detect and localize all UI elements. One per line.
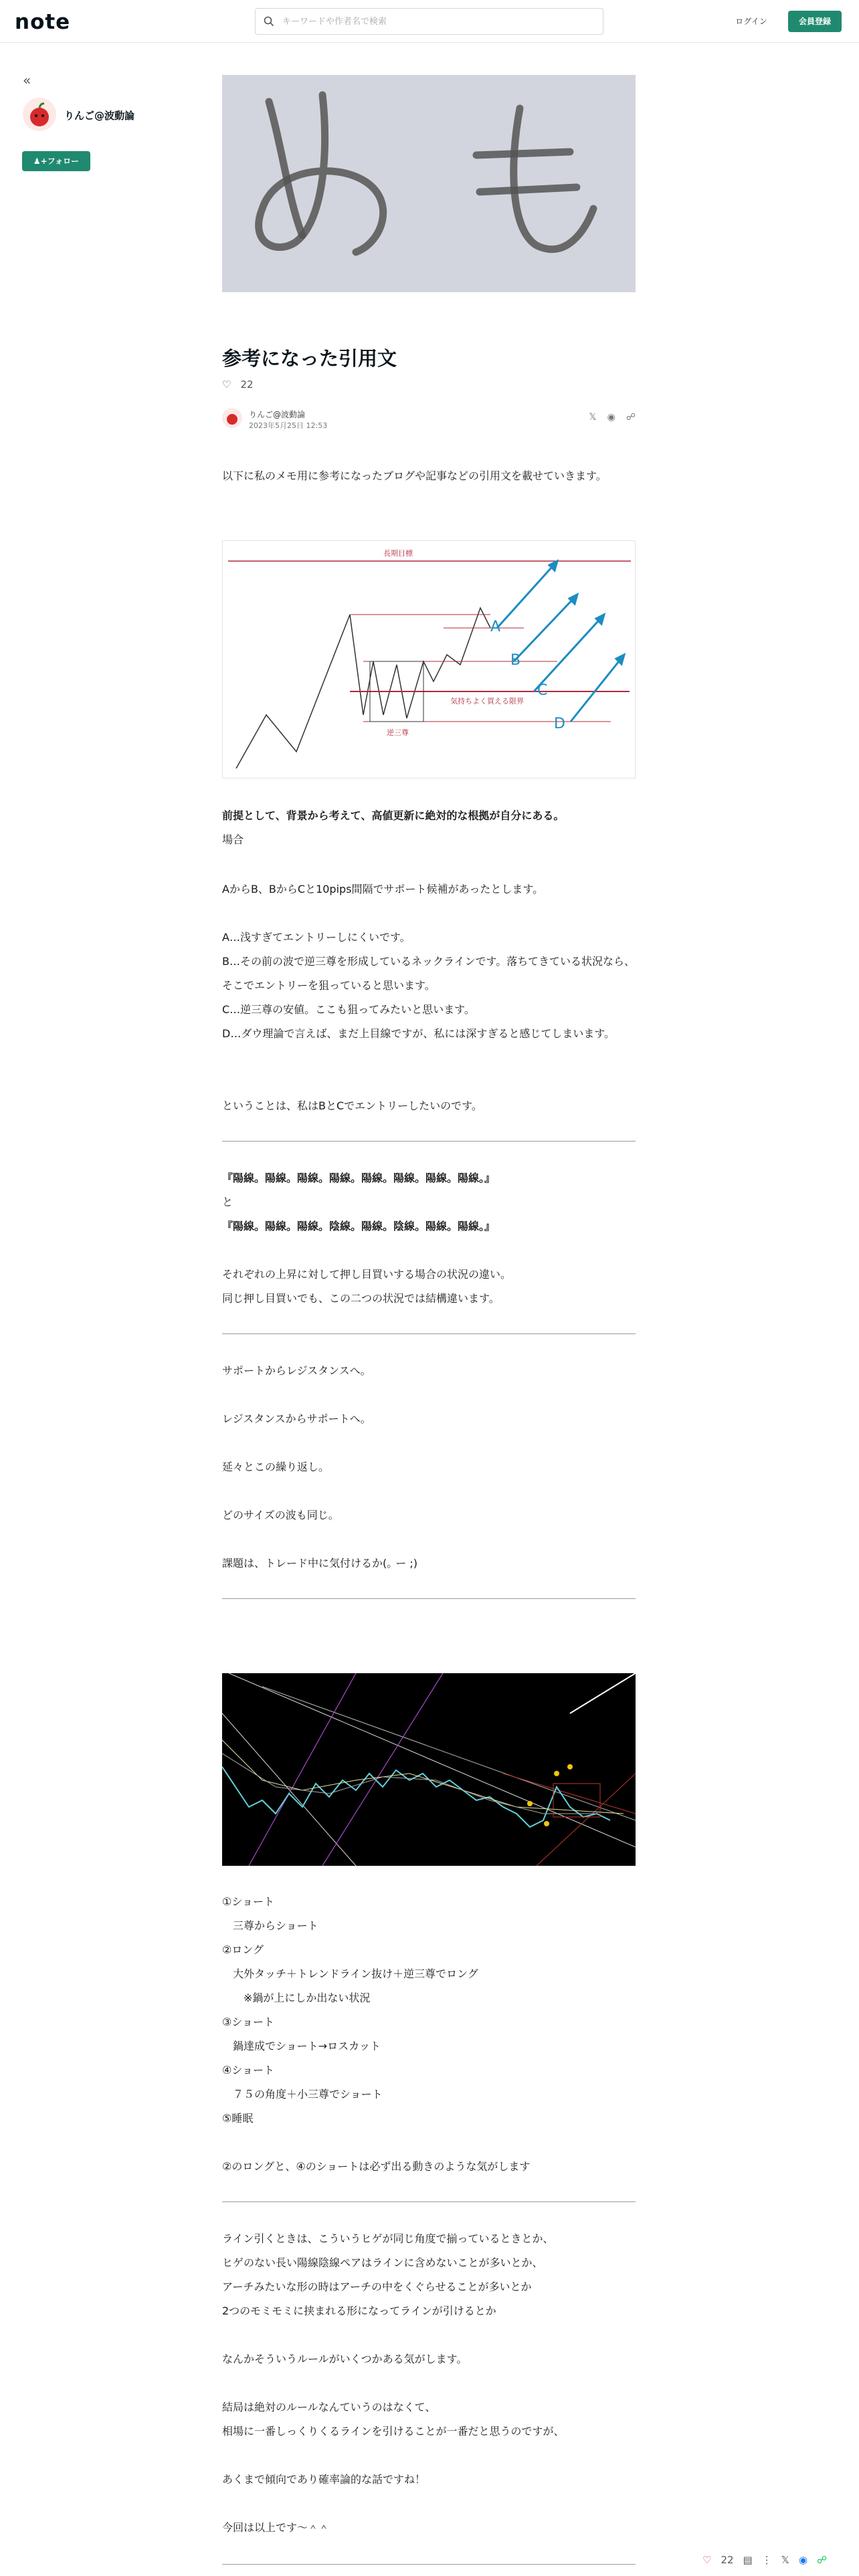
article-meta — [222, 405, 636, 432]
footer-line-icon[interactable]: ☍ — [816, 2554, 828, 2566]
author-avatar-small[interactable] — [222, 408, 242, 428]
search-input[interactable] — [282, 14, 590, 29]
hero-image — [222, 75, 636, 292]
author-avatar[interactable] — [23, 98, 56, 131]
label-c: C — [537, 682, 548, 699]
footer-heart-icon[interactable]: ♡ — [702, 2554, 712, 2566]
likes-count[interactable]: 22 — [240, 379, 254, 391]
trade-item-3: ②ロング — [222, 1943, 264, 1956]
entry-conclusion: ということは、私はBとCでエントリーしたいのです。 — [222, 1099, 482, 1112]
hero-handwriting — [222, 75, 636, 292]
label-d: D — [554, 716, 565, 732]
heart-icon[interactable]: ♡ — [222, 379, 231, 391]
collapse-sidebar-icon[interactable]: « — [23, 72, 31, 88]
quote-and: と — [222, 1196, 233, 1208]
line-rule-2: ヒゲのない長い陽線陰線ペアはラインに含めないことが多いとか、 — [222, 2256, 543, 2269]
list-c: C…逆三尊の安値。ここも狙ってみたいと思います。 — [222, 1003, 475, 1016]
list-b: B…その前の波で逆三尊を形成しているネックラインです。落ちてきている状況なら、そこでエントリーを狙っていると思います。 — [222, 955, 636, 992]
inverse-hs-label: 逆三尊 — [387, 728, 409, 737]
footer-facebook-icon[interactable]: ◉ — [798, 2554, 807, 2566]
support-diagram-svg — [223, 541, 636, 779]
pullback-paragraph-1: それぞれの上昇に対して押し目買いする場合の状況の違い。 — [222, 1268, 512, 1281]
trade-item-1: ①ショート — [222, 1895, 275, 1908]
trade-item-7: 鍋達成でショート→ロスカット — [222, 2040, 381, 2052]
divider-2 — [222, 1333, 636, 1334]
meta-date: 2023年5月25日 12:53 — [249, 421, 328, 430]
sr-line-4: どのサイズの波も同じ。 — [222, 1509, 339, 1521]
sr-line-1: サポートからレジスタンスへ。 — [222, 1364, 371, 1377]
premise-paragraph — [222, 804, 637, 852]
list-a: A…浅すぎてエントリーしにくいです。 — [222, 931, 411, 944]
facebook-share-icon[interactable]: ◉ — [607, 412, 615, 423]
sr-line-2: レジスタンスからサポートへ。 — [222, 1412, 371, 1425]
label-b: B — [510, 652, 521, 669]
closing-line: 今回は以上です〜＾＾ — [222, 2521, 330, 2534]
likes-row — [222, 379, 254, 391]
sr-line-3: 延々とこの繰り返し。 — [222, 1461, 330, 1473]
trade-item-4: 大外タッチ＋トレンドライン抜け＋逆三尊でロング — [222, 1967, 478, 1980]
trade-note: ②のロングと、④のショートは必ず出る動きのような気がします — [222, 2160, 531, 2173]
follow-label: フォロー — [47, 156, 80, 166]
sidebar-author-name[interactable]: りんご@波動論 — [64, 110, 135, 122]
divider-1 — [222, 1141, 636, 1142]
support-candidates-paragraph: AからB、BからCと10pips間隔でサポート候補があったとします。 — [222, 883, 544, 895]
line-share-icon[interactable]: ☍ — [626, 412, 636, 423]
trade-item-5: ※鍋が上にしか出ない状況 — [222, 1992, 371, 2004]
follow-button[interactable] — [22, 151, 90, 171]
trade-item-10: ⑤睡眠 — [222, 2112, 254, 2125]
trade-item-6: ③ショート — [222, 2016, 275, 2028]
quote-1: 『陽線。陽線。陽線。陽線。陽線。陽線。陽線。陽線。』 — [222, 1172, 496, 1184]
more-icon[interactable]: ⋮ — [761, 2554, 772, 2566]
search-icon — [264, 16, 274, 27]
sr-line-5: 課題は、トレード中に気付けるか(｡ ー ;) — [222, 1557, 418, 1570]
divider-3 — [222, 1598, 636, 1599]
floating-action-bar — [702, 2548, 859, 2572]
pullback-paragraph-2: 同じ押し目買いでも、この二つの状況では結構違います。 — [222, 1292, 500, 1305]
line-rule-3: アーチみたいな形の時はアーチの中をくぐらせることが多いとか — [222, 2280, 532, 2293]
meta-author-name[interactable]: りんご@波動論 — [249, 410, 306, 419]
label-a: A — [490, 619, 501, 635]
trade-chart-screenshot — [222, 1673, 636, 1866]
line-rule-6: 結局は絶対のルールなんていうのはなくて、 — [222, 2401, 436, 2413]
signup-button[interactable]: 会員登録 — [788, 11, 842, 32]
premise-bold: 前提として、背景から考えて、高値更新に絶対的な根拠が自分にある。 — [222, 809, 565, 822]
x-share-icon[interactable]: 𝕏 — [589, 412, 597, 423]
intro-paragraph: 以下に私のメモ用に参考になったブログや記事などの引用文を載せていきます。 — [222, 469, 607, 482]
trade-item-2: 三尊からショート — [222, 1919, 318, 1932]
search-box[interactable] — [255, 8, 603, 35]
line-rule-5: なんかそういうルールがいくつかある気がします。 — [222, 2353, 468, 2365]
footer-likes-count[interactable]: 22 — [721, 2554, 734, 2566]
person-plus-icon: ♟+ — [33, 156, 47, 166]
article-title: 参考になった引用文 — [222, 347, 397, 370]
magazine-icon[interactable]: ▤ — [743, 2554, 753, 2566]
login-button[interactable]: ログイン — [735, 17, 767, 26]
premise-rest: 場合 — [222, 833, 244, 846]
line-rule-7: 相場に一番しっくりくるラインを引けることが一番だと思うのですが、 — [222, 2425, 565, 2438]
site-header — [0, 0, 859, 43]
quote-2: 『陽線。陽線。陽線。陰線。陽線。陰線。陽線。陽線。』 — [222, 1220, 496, 1232]
list-d: D…ダウ理論で言えば、まだ上目線ですが、私には深すぎると感じてしまいます。 — [222, 1027, 615, 1040]
good-line-label: 気持ちよく買える限界 — [450, 697, 524, 706]
footer-x-icon[interactable]: 𝕏 — [781, 2554, 789, 2566]
trade-chart-svg — [222, 1673, 636, 1866]
trade-item-8: ④ショート — [222, 2064, 275, 2076]
support-diagram — [222, 540, 636, 778]
trade-item-9: ７５の角度＋小三尊でショート — [222, 2088, 383, 2101]
line-rule-1: ライン引くときは、こういうヒゲが同じ角度で揃っているときとか、 — [222, 2232, 554, 2245]
line-rule-8: あくまで傾向であり確率論的な話ですね！ — [222, 2473, 426, 2486]
note-logo[interactable]: note — [15, 10, 71, 34]
divider-5 — [222, 2564, 636, 2565]
share-buttons — [589, 412, 636, 423]
line-rule-4: 2つのモミモミに挟まれる形になってラインが引けるとか — [222, 2304, 496, 2317]
long-target-label: 長期目標 — [383, 549, 413, 558]
